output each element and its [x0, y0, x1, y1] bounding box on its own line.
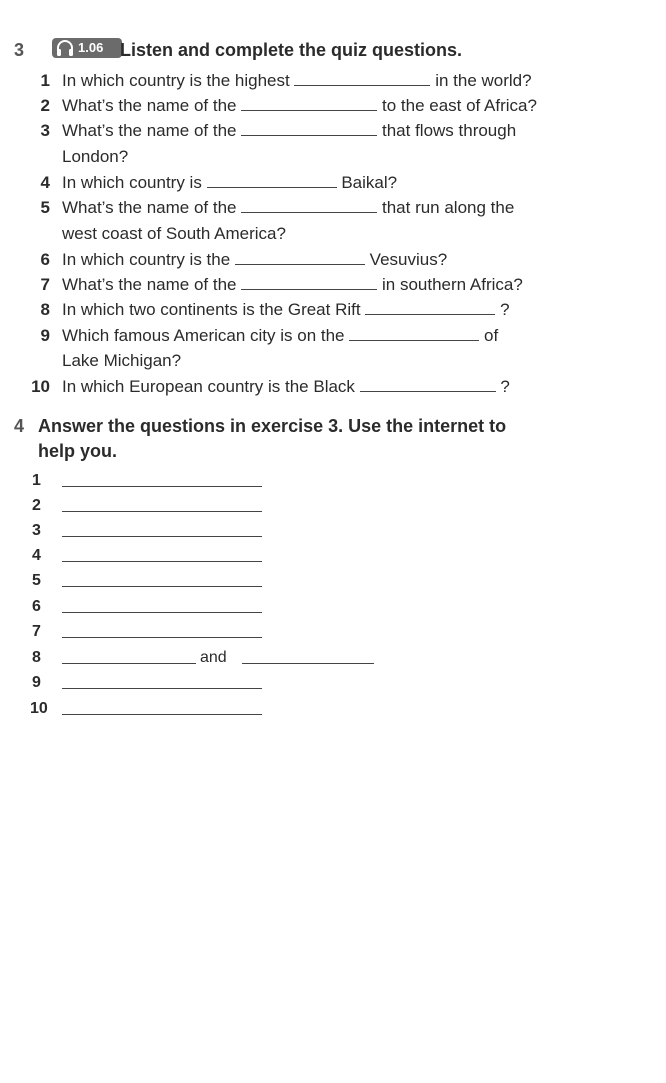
- answer-line[interactable]: [242, 663, 374, 664]
- question-number: 3: [40, 121, 50, 140]
- question-text: west coast of South America?: [62, 224, 286, 243]
- answer-number: 4: [32, 547, 41, 564]
- question-text: of: [483, 326, 499, 345]
- and-text: and: [200, 649, 227, 666]
- answer-row-10: [0, 698, 300, 720]
- headphones-icon: [55, 39, 75, 57]
- answer-number: 3: [32, 522, 41, 539]
- answer-blank[interactable]: [241, 198, 377, 213]
- question-text: that flows through: [381, 121, 517, 140]
- question-text: What’s the name of the: [62, 275, 237, 294]
- answer-number: 5: [32, 572, 41, 589]
- answer-number: 9: [32, 674, 41, 691]
- answer-line[interactable]: [62, 536, 262, 537]
- question-text: in the world?: [435, 71, 532, 90]
- question-text: Which famous American city is on the: [62, 326, 345, 345]
- audio-track-badge[interactable]: [52, 38, 122, 58]
- question-text: In which country is the: [62, 250, 231, 269]
- question-number: 7: [40, 275, 50, 294]
- answer-blank[interactable]: [365, 300, 495, 315]
- answer-row-3: [0, 520, 300, 542]
- question-number: 2: [40, 96, 50, 115]
- answer-line[interactable]: [62, 663, 196, 664]
- answer-blank[interactable]: [207, 173, 337, 188]
- exercise-3-header: [14, 38, 654, 62]
- answer-blank[interactable]: [235, 250, 365, 265]
- answer-row-7: [0, 621, 300, 643]
- question-text: in southern Africa?: [381, 275, 523, 294]
- answer-blank[interactable]: [349, 326, 479, 341]
- answer-line[interactable]: [62, 637, 262, 638]
- question-text: Baikal?: [341, 173, 398, 192]
- question-number: 5: [40, 198, 50, 217]
- answer-number: 7: [32, 623, 41, 640]
- answer-number: 2: [32, 497, 41, 514]
- answer-row-6: [0, 596, 300, 618]
- question-text: Lake Michigan?: [62, 351, 182, 370]
- answer-row-4: [0, 545, 300, 567]
- answer-blank[interactable]: [241, 96, 377, 111]
- question-text: In which two continents is the Great Rift: [62, 300, 361, 319]
- question-text: ?: [500, 300, 510, 319]
- answer-row-9: [0, 672, 300, 694]
- audio-track-number: 1.06: [78, 40, 104, 55]
- exercise-4-number: 4: [14, 416, 25, 436]
- answer-line[interactable]: [62, 714, 262, 715]
- exercise-3-number: 3: [14, 40, 25, 60]
- answer-line[interactable]: [62, 688, 262, 689]
- answer-row-2: [0, 495, 300, 517]
- question-text: What’s the name of the: [62, 96, 237, 115]
- question-number: 9: [40, 326, 50, 345]
- answer-line[interactable]: [62, 486, 262, 487]
- answer-blank[interactable]: [360, 377, 496, 392]
- question-number: 8: [40, 300, 50, 319]
- exercise-4-title-line-2: help you.: [38, 441, 118, 461]
- question-text: ?: [500, 377, 510, 396]
- question-text: What’s the name of the: [62, 198, 237, 217]
- question-number: 10: [31, 377, 50, 396]
- answer-line[interactable]: [62, 586, 262, 587]
- answer-row-8: [0, 647, 400, 669]
- answer-number: 6: [32, 598, 41, 615]
- answer-line[interactable]: [62, 511, 262, 512]
- answer-number: 1: [32, 472, 41, 489]
- question-text: In which country is the highest: [62, 71, 290, 90]
- answer-blank[interactable]: [294, 71, 430, 86]
- question-text: In which European country is the Black: [62, 377, 355, 396]
- answer-line[interactable]: [62, 561, 262, 562]
- answer-number: 8: [32, 649, 41, 666]
- exercise-4-header: [14, 414, 654, 462]
- question-text: What’s the name of the: [62, 121, 237, 140]
- answer-row-5: [0, 570, 300, 592]
- answer-line[interactable]: [62, 612, 262, 613]
- exercise-4-title-line-1: Answer the questions in exercise 3. Use the internet to: [38, 416, 507, 436]
- question-number: 4: [40, 173, 50, 192]
- question-text: London?: [62, 147, 129, 166]
- question-number: 6: [40, 250, 50, 269]
- answer-number: 10: [30, 700, 48, 717]
- question-text: In which country is: [62, 173, 202, 192]
- question-number: 1: [40, 71, 50, 90]
- question-text: to the east of Africa?: [381, 96, 537, 115]
- exercise-3-title: Listen and complete the quiz questions.: [120, 40, 463, 60]
- answer-row-1: [0, 470, 300, 492]
- answer-blank[interactable]: [241, 121, 377, 136]
- answer-blank[interactable]: [241, 275, 377, 290]
- question-text: Vesuvius?: [369, 250, 448, 269]
- question-text: that run along the: [381, 198, 515, 217]
